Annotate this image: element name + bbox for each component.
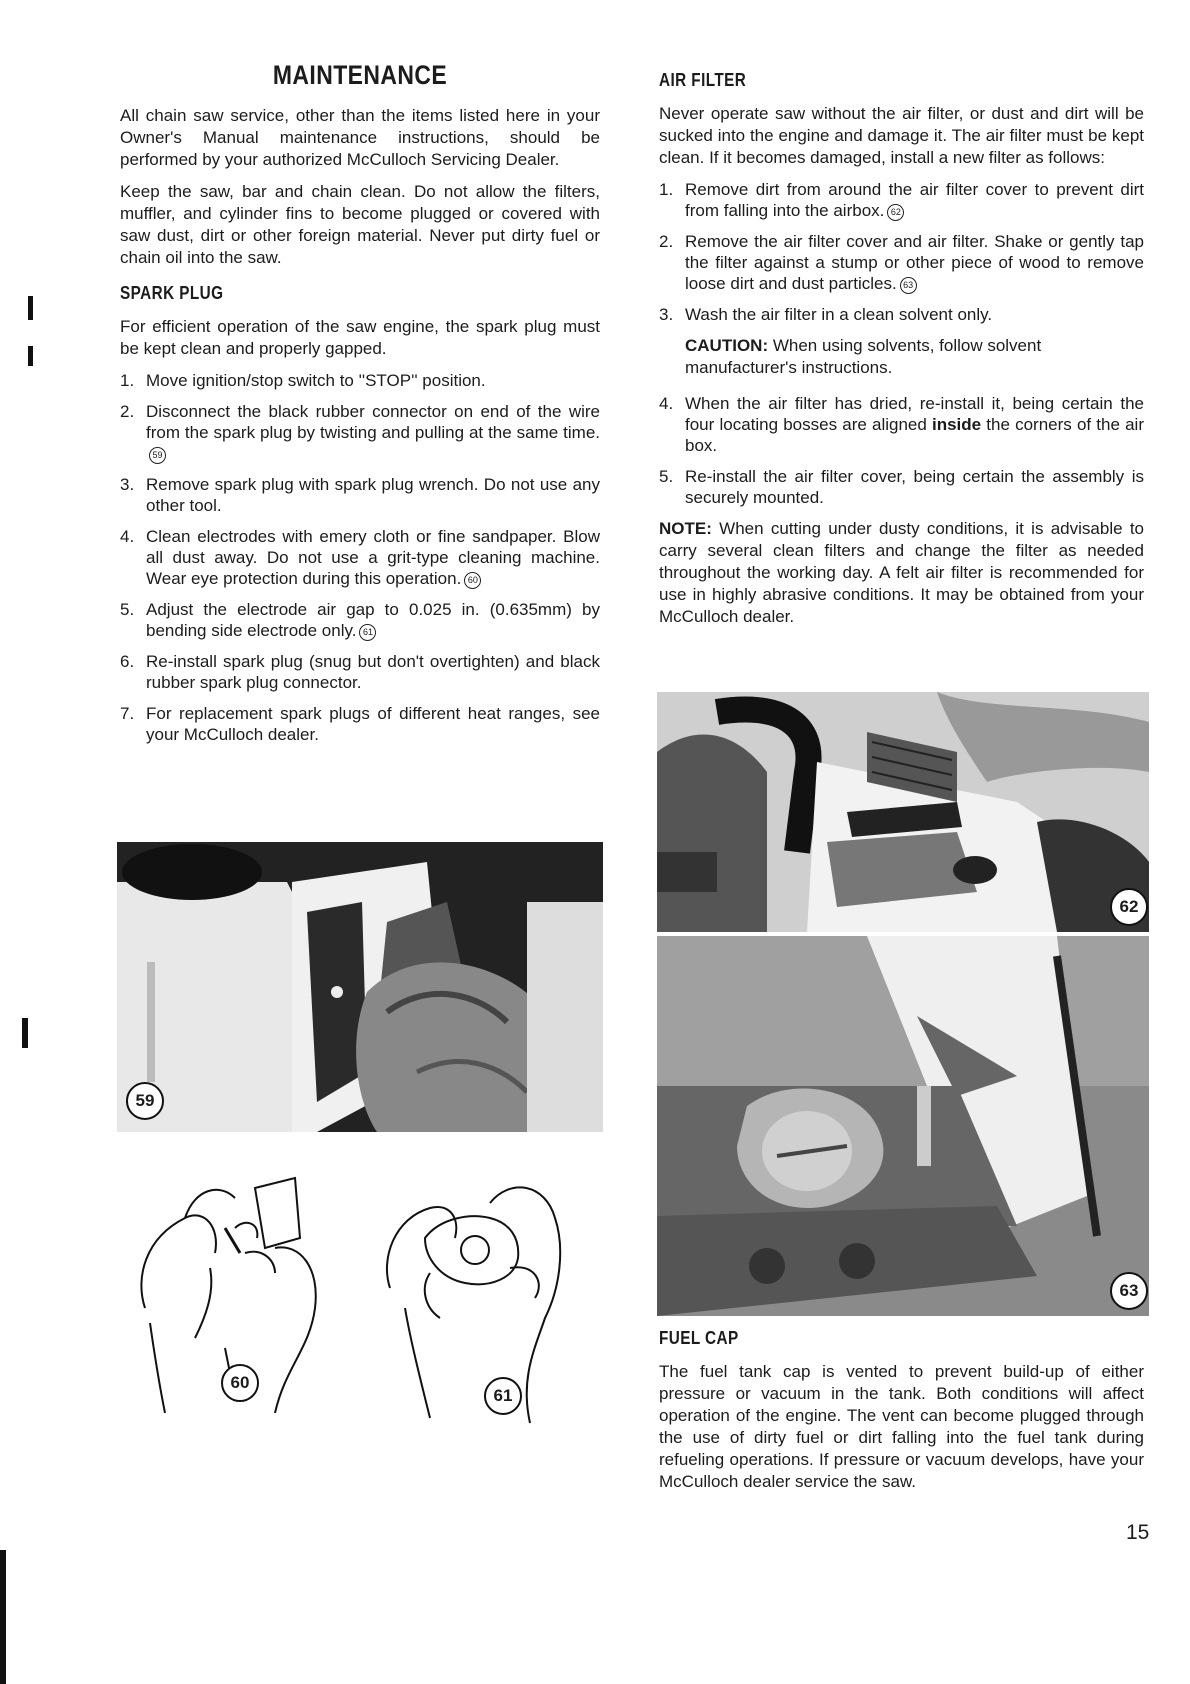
margin-mark xyxy=(0,1550,6,1684)
list-item: 6. Re-install spark plug (snug but don't overtighten) and black rubber spark plug connector. xyxy=(120,652,600,692)
list-item: 5. Re-install the air filter cover, being certain the assembly is securely mounted. xyxy=(659,467,1144,507)
list-item: 2. Disconnect the black rubber connector on end of the wire from the spark plug by twisting and pulling at the same time.59 xyxy=(120,401,600,464)
page-title: MAINTENANCE xyxy=(272,60,448,90)
spark-plug-heading: SPARK PLUG xyxy=(120,283,224,303)
margin-mark xyxy=(22,1018,28,1048)
figure-ref-icon: 59 xyxy=(149,447,166,464)
cleaning-airbox-illustration xyxy=(657,692,1149,932)
air-filter-intro: Never operate saw without the air filter, or dust and dirt will be sucked into the engine and damage it. The air filter must be kept clean. If it becomes damaged, install a new filter as follows: xyxy=(659,104,1144,167)
figure-number-badge: 61 xyxy=(484,1377,522,1415)
figure-ref-icon: 61 xyxy=(359,624,376,641)
margin-mark xyxy=(28,346,33,366)
list-item: 2. Remove the air filter cover and air filter. Shake or gently tap the filter against a stump or other piece of wood to remove loose dirt and dust particles. 63 xyxy=(659,232,1144,293)
air-filter-removal-illustration xyxy=(657,936,1149,1316)
caution-label: CAUTION: xyxy=(685,336,769,355)
fuel-cap-section xyxy=(659,1328,1144,1503)
figure-number-badge: 60 xyxy=(221,1364,259,1402)
intro-paragraph-1: All chain saw service, other than the items listed here in your Owner's Manual maintenance instructions, should be performed by your authorized McCulloch Servicing Dealer. xyxy=(120,106,600,169)
figure-ref-icon: 62 xyxy=(887,204,904,221)
figure-number-badge: 62 xyxy=(1110,888,1148,926)
figure-61-drawing xyxy=(370,1158,580,1428)
list-item: 4. When the air filter has dried, re-install it, being certain the four locating bosses are aligned inside the corners of the air box. xyxy=(659,394,1144,455)
list-item: 5. Adjust the electrode air gap to 0.025 in. (0.635mm) by bending side electrode only. 61 xyxy=(120,600,600,640)
fuel-cap-paragraph: The fuel tank cap is vented to prevent build-up of either pressure or vacuum in the tank. Both conditions will affect operation of the engine. The vent can become plugged through the use of dirty fuel or dirt falling into the fuel tank during refueling operations. If pressure or vacuum develops, have your McCulloch dealer service the saw. xyxy=(659,1362,1144,1491)
right-column xyxy=(659,70,1144,638)
air-filter-steps-continued xyxy=(659,393,1144,508)
figure-ref-icon: 63 xyxy=(900,277,917,294)
list-item: 3. Remove spark plug with spark plug wrench. Do not use any other tool. xyxy=(120,475,600,515)
spark-plug-steps xyxy=(120,370,600,745)
fuel-cap-heading: FUEL CAP xyxy=(659,1328,739,1348)
left-column xyxy=(120,60,600,755)
figure-number-badge: 59 xyxy=(126,1082,164,1120)
figure-63-photo xyxy=(657,936,1149,1316)
note-paragraph: NOTE: When cutting under dusty conditions, it is advisable to carry several clean filters and change the filter as needed throughout the working day. A felt air filter is recommended for use in highly abrasive conditions. It may be obtained from your McCulloch dealer. xyxy=(659,519,1144,626)
margin-mark xyxy=(28,296,33,320)
figure-number-badge: 63 xyxy=(1110,1272,1148,1310)
list-item: 3. Wash the air filter in a clean solvent only. xyxy=(659,305,993,324)
list-item: 1. Remove dirt from around the air filter cover to prevent dirt from falling into the airbox. 62 xyxy=(659,180,1144,220)
figure-ref-icon: 60 xyxy=(464,572,481,589)
gap-electrode-drawing xyxy=(370,1158,580,1428)
intro-paragraph-2: Keep the saw, bar and chain clean. Do not allow the filters, muffler, and cylinder fins to become plugged or covered with saw dust, dirt or other foreign material. Never put dirty fuel or chain oil into the saw. xyxy=(120,182,600,267)
page-number: 15 xyxy=(1126,1521,1150,1544)
figure-59-photo xyxy=(117,842,603,1132)
figure-60-drawing xyxy=(125,1158,330,1413)
caution-note: CAUTION: When using solvents, follow solvent manufacturer's instructions. xyxy=(685,336,1042,377)
air-filter-steps xyxy=(659,179,1144,325)
list-item: 1. Move ignition/stop switch to ''STOP'' position. xyxy=(120,371,486,390)
figure-62-photo xyxy=(657,692,1149,932)
spark-plug-removal-illustration xyxy=(117,842,603,1132)
spark-plug-intro: For efficient operation of the saw engine, the spark plug must be kept clean and properly gapped. xyxy=(120,317,600,358)
list-item: 4. Clean electrodes with emery cloth or fine sandpaper. Blow all dust away. Do not use a grit-type cleaning machine. Wear eye protection during this operation. 60 xyxy=(120,527,600,588)
air-filter-heading: AIR FILTER xyxy=(659,70,747,90)
list-item: 7. For replacement spark plugs of different heat ranges, see your McCulloch dealer. xyxy=(120,704,600,744)
